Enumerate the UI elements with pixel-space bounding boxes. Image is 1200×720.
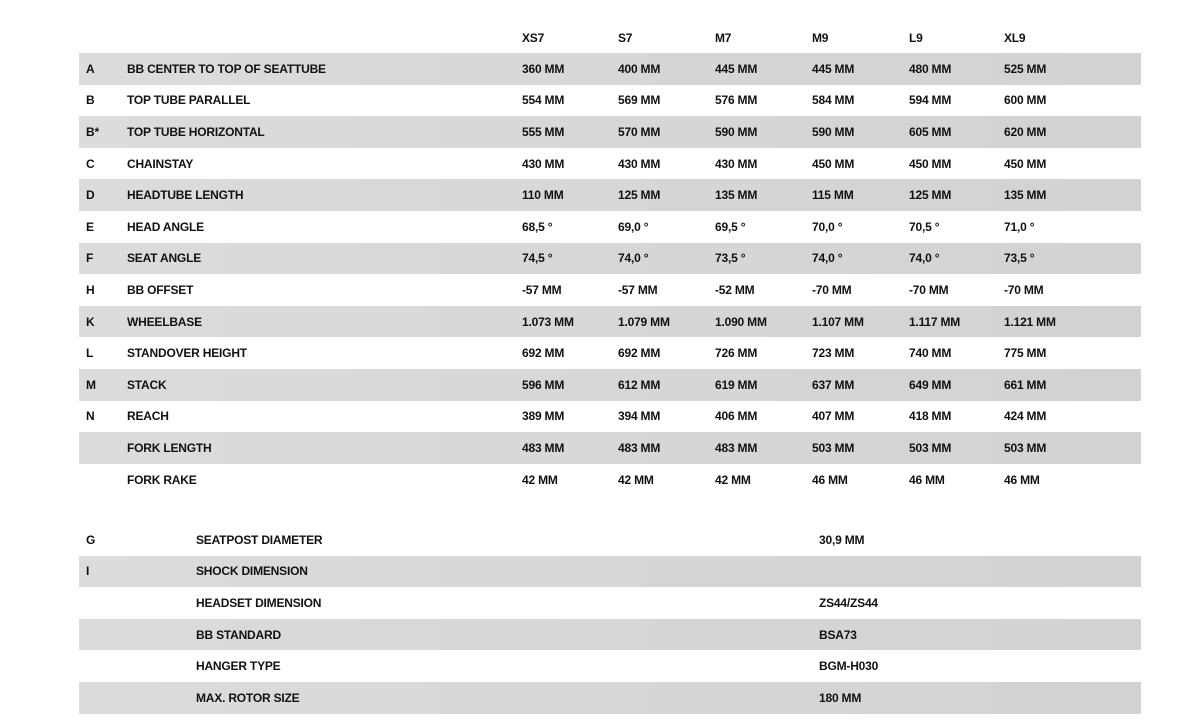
row-letter: K	[86, 314, 95, 329]
spec-label: HANGER TYPE	[196, 659, 281, 674]
row-value: -70 MM	[1004, 282, 1044, 297]
row-label: HEADTUBE LENGTH	[127, 188, 244, 203]
table-row	[79, 306, 1141, 338]
row-value: 135 MM	[715, 188, 758, 203]
spec-value: ZS44/ZS44	[819, 595, 878, 610]
row-value: 110 MM	[522, 188, 564, 203]
row-value: 430 MM	[522, 156, 565, 171]
row-value: 450 MM	[812, 156, 855, 171]
spec-label: MAX. ROTOR SIZE	[196, 690, 300, 705]
row-value: 600 MM	[1004, 93, 1047, 108]
size-header-xs7: XS7	[522, 30, 545, 45]
row-value: 74,0 °	[812, 251, 843, 266]
row-label: FORK RAKE	[127, 472, 197, 487]
row-value: 590 MM	[812, 124, 855, 139]
row-label: BB CENTER TO TOP OF SEATTUBE	[127, 61, 326, 76]
table-row	[79, 274, 1141, 306]
row-value: 525 MM	[1004, 61, 1047, 76]
row-value: 649 MM	[909, 377, 952, 392]
row-letter: L	[86, 346, 94, 361]
row-value: 594 MM	[909, 93, 952, 108]
table-row	[79, 53, 1141, 85]
row-letter: E	[86, 219, 94, 234]
row-value: 74,5 °	[522, 251, 553, 266]
geometry-table	[79, 22, 1141, 495]
row-value: 620 MM	[1004, 124, 1047, 139]
table-row	[79, 243, 1141, 275]
row-value: 74,0 °	[618, 251, 649, 266]
row-letter: H	[86, 282, 95, 297]
row-value: 555 MM	[522, 124, 565, 139]
row-letter: B*	[86, 124, 99, 139]
row-value: 418 MM	[909, 409, 952, 424]
row-label: REACH	[127, 409, 169, 424]
row-value: 46 MM	[812, 472, 848, 487]
table-row	[79, 369, 1141, 401]
row-value: 42 MM	[715, 472, 751, 487]
spec-row	[79, 587, 1141, 619]
table-row	[79, 432, 1141, 464]
spec-label: SHOCK DIMENSION	[196, 564, 308, 579]
row-value: 503 MM	[1004, 440, 1047, 455]
row-value: 68,5 °	[522, 219, 553, 234]
row-value: 445 MM	[715, 61, 758, 76]
row-value: 400 MM	[618, 61, 661, 76]
row-letter: A	[86, 61, 95, 76]
row-value: 407 MM	[812, 409, 855, 424]
row-value: 42 MM	[522, 472, 558, 487]
table-row	[79, 401, 1141, 433]
row-value: 394 MM	[618, 409, 661, 424]
row-value: 430 MM	[715, 156, 758, 171]
size-header-s7: S7	[618, 30, 633, 45]
row-value: 389 MM	[522, 409, 565, 424]
row-value: -70 MM	[812, 282, 852, 297]
row-value: 576 MM	[715, 93, 758, 108]
row-value: 73,5 °	[1004, 251, 1035, 266]
spec-row	[79, 556, 1141, 588]
row-value: 450 MM	[909, 156, 952, 171]
row-value: 445 MM	[812, 61, 855, 76]
row-value: 125 MM	[909, 188, 952, 203]
table-row	[79, 211, 1141, 243]
row-value: 775 MM	[1004, 346, 1047, 361]
row-value: 1.121 MM	[1004, 314, 1056, 329]
size-header-xl9: XL9	[1004, 30, 1026, 45]
row-value: 605 MM	[909, 124, 952, 139]
row-value: 430 MM	[618, 156, 661, 171]
row-value: 483 MM	[715, 440, 758, 455]
row-value: 480 MM	[909, 61, 952, 76]
row-value: 726 MM	[715, 346, 758, 361]
row-letter: N	[86, 409, 95, 424]
row-value: 1.073 MM	[522, 314, 574, 329]
table-row	[79, 337, 1141, 369]
row-label: WHEELBASE	[127, 314, 202, 329]
row-value: 115 MM	[812, 188, 854, 203]
specs-table	[79, 524, 1141, 714]
row-label: STANDOVER HEIGHT	[127, 346, 247, 361]
row-label: SEAT ANGLE	[127, 251, 202, 266]
row-label: STACK	[127, 377, 167, 392]
row-value: 570 MM	[618, 124, 661, 139]
row-label: TOP TUBE HORIZONTAL	[127, 124, 265, 139]
row-value: 1.107 MM	[812, 314, 864, 329]
row-letter: F	[86, 251, 94, 266]
spec-value: BGM-H030	[819, 659, 879, 674]
row-value: 612 MM	[618, 377, 661, 392]
row-value: 554 MM	[522, 93, 565, 108]
row-value: 135 MM	[1004, 188, 1047, 203]
row-letter: M	[86, 377, 96, 392]
row-value: 503 MM	[812, 440, 855, 455]
size-header-row	[79, 22, 1141, 53]
row-value: 69,0 °	[618, 219, 649, 234]
row-value: 503 MM	[909, 440, 952, 455]
row-value: -57 MM	[522, 282, 562, 297]
table-row	[79, 179, 1141, 211]
spec-label: SEATPOST DIAMETER	[196, 532, 323, 547]
row-label: HEAD ANGLE	[127, 219, 204, 234]
row-value: 360 MM	[522, 61, 565, 76]
row-value: 424 MM	[1004, 409, 1047, 424]
row-value: 42 MM	[618, 472, 654, 487]
row-value: 73,5 °	[715, 251, 746, 266]
row-value: 1.079 MM	[618, 314, 670, 329]
row-letter: C	[86, 156, 95, 171]
row-label: TOP TUBE PARALLEL	[127, 93, 251, 108]
row-value: 596 MM	[522, 377, 565, 392]
row-value: 483 MM	[522, 440, 565, 455]
spec-row	[79, 650, 1141, 682]
spec-label: BB STANDARD	[196, 627, 281, 642]
row-value: 70,5 °	[909, 219, 940, 234]
table-row	[79, 116, 1141, 148]
row-value: 1.117 MM	[909, 314, 961, 329]
row-value: -57 MM	[618, 282, 658, 297]
row-value: 46 MM	[909, 472, 945, 487]
row-value: -70 MM	[909, 282, 949, 297]
row-label: FORK LENGTH	[127, 440, 212, 455]
row-value: 590 MM	[715, 124, 758, 139]
spec-letter: I	[86, 564, 90, 579]
spec-label: HEADSET DIMENSION	[196, 595, 322, 610]
row-label: CHAINSTAY	[127, 156, 194, 171]
row-value: 584 MM	[812, 93, 855, 108]
spec-row	[79, 619, 1141, 651]
size-header-m7: M7	[715, 30, 732, 45]
row-value: 723 MM	[812, 346, 855, 361]
row-value: 450 MM	[1004, 156, 1047, 171]
row-value: 125 MM	[618, 188, 661, 203]
row-value: 70,0 °	[812, 219, 843, 234]
row-value: 619 MM	[715, 377, 758, 392]
row-value: 637 MM	[812, 377, 855, 392]
spec-row	[79, 524, 1141, 556]
row-value: 661 MM	[1004, 377, 1047, 392]
row-value: 1.090 MM	[715, 314, 767, 329]
row-value: 406 MM	[715, 409, 758, 424]
table-row	[79, 85, 1141, 117]
row-value: 740 MM	[909, 346, 952, 361]
size-header-m9: M9	[812, 30, 829, 45]
row-value: 569 MM	[618, 93, 661, 108]
row-value: 46 MM	[1004, 472, 1040, 487]
table-row	[79, 148, 1141, 180]
spec-row	[79, 682, 1141, 714]
row-letter: B	[86, 93, 95, 108]
row-value: 71,0 °	[1004, 219, 1035, 234]
row-value: -52 MM	[715, 282, 755, 297]
row-value: 69,5 °	[715, 219, 746, 234]
spec-letter: G	[86, 532, 96, 547]
row-value: 692 MM	[618, 346, 661, 361]
row-label: BB OFFSET	[127, 282, 194, 297]
spec-value: 30,9 MM	[819, 532, 865, 547]
table-row	[79, 464, 1141, 496]
spec-value: 180 MM	[819, 690, 862, 705]
row-value: 692 MM	[522, 346, 565, 361]
row-value: 74,0 °	[909, 251, 940, 266]
size-header-l9: L9	[909, 30, 923, 45]
row-letter: D	[86, 188, 95, 203]
spec-value: BSA73	[819, 627, 857, 642]
row-value: 483 MM	[618, 440, 661, 455]
